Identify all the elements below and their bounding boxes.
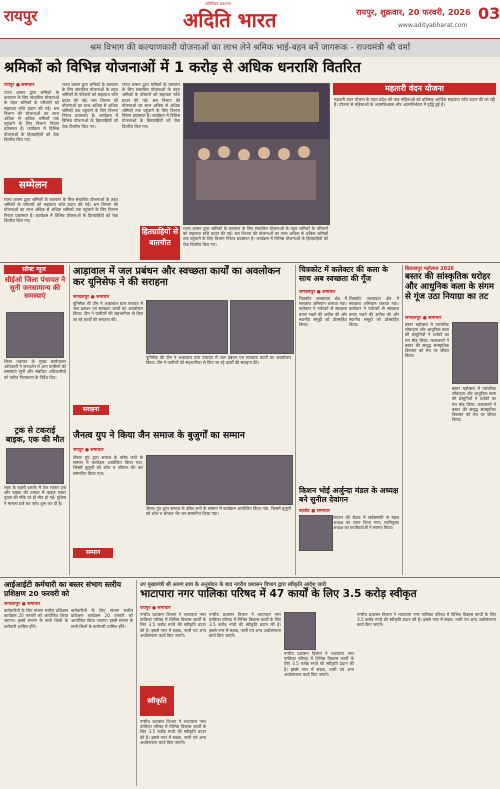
iti-body-col1: कर्मचारियों के लिए संभाग स्तरीय प्रशिक्षण कार्यक्रम 20 फरवरी को आयोजित किया जाएगा। इसमें संभाग के सभी जिलों के कर्मचारी शामिल होंगे। bbox=[4, 608, 68, 629]
section-divider bbox=[0, 262, 500, 263]
bastar-body-col1: बस्तर महोत्सव में पारंपरिक लोकनृत्य और आधुनिक कला की प्रस्तुतियों ने दर्शकों का मन मोह लिया। कलाकारों ने बस्तर की समृद्ध सांस्कृतिक विरासत को मंच पर जीवंत किया। bbox=[405, 322, 449, 359]
nagar-tag: स्वीकृति bbox=[140, 686, 174, 716]
chitrakoot-byline: जगदलपुर ● समाचार bbox=[299, 290, 336, 295]
nagar-photo[interactable] bbox=[284, 612, 316, 650]
lead-byline: रायपुर ● समाचार bbox=[4, 83, 35, 88]
aadhar-headline[interactable]: आड़ावाल में जल प्रबंधन और स्वच्छता कार्यों का अवलोकन कर यूनिसेफ ने की सराहना bbox=[73, 266, 281, 289]
lead-headline[interactable]: श्रमिकों को विभिन्न योजनाओं में 1 करोड़ से अधिक धनराशि वितरित bbox=[4, 60, 361, 76]
janjati-body-col2: जैनत्व युप द्वारा समाज के वरिष्ठ जनों के सम्मान में कार्यक्रम आयोजित किया गया, जिसमें बुजुर्गों को शॉल व श्रीफल भेंट कर सम्मानित किया गया। bbox=[146, 506, 291, 517]
nagar-headline[interactable]: भाटापारा नगर पालिका परिषद में 47 कार्यों के लिए 3.5 करोड़ स्वीकृत bbox=[140, 588, 417, 600]
iti-byline: जगदलपुर ● समाचार bbox=[4, 602, 41, 607]
website-link[interactable]: www.adityabharat.com bbox=[398, 22, 468, 29]
janjati-body-col1: जैनत्व युप द्वारा समाज के वरिष्ठ जनों के सम्मान में कार्यक्रम आयोजित किया गया, जिसमें बुजुर्गों को शॉल व श्रीफल भेंट कर सम्मानित किया गया। bbox=[73, 455, 143, 476]
bastar-body-col2: बस्तर महोत्सव में पारंपरिक लोकनृत्य और आधुनिक कला की प्रस्तुतियों ने दर्शकों का मन मोह लिया। कलाकारों ने बस्तर की समृद्ध सांस्कृतिक विरासत को मंच पर जीवंत किया। bbox=[452, 386, 496, 423]
aadhar-body-col2: यूनिसेफ की टीम ने आड़ावाल ग्राम पंचायत में जल प्रबंधन एवं स्वच्छता कार्यों का अवलोकन किया। टीम ने ग्रामीणों की सहभागिता से किए जा रहे कार्यों की सराहना की। bbox=[146, 355, 291, 366]
brief-body: जिला पंचायत के मुख्य कार्यपालन अधिकारी ने जनदर्शन में आए ग्रामीणों की समस्याएं सुनीं और संबंधित अधिकारियों को त्वरित निराकरण के निर्देश दिए। bbox=[4, 359, 66, 380]
logo-tagline: अतिरिक्त प्रकाशन bbox=[205, 1, 232, 6]
section-divider-2 bbox=[0, 577, 500, 578]
aadhar-photo-2[interactable] bbox=[230, 300, 294, 354]
janjati-photo[interactable] bbox=[146, 455, 293, 505]
city-name: रायपुर bbox=[4, 7, 38, 25]
sidebar-title[interactable]: महतारी वंदन योजना bbox=[333, 83, 496, 95]
brief-headline[interactable]: सीईओ जिला पंचायत ने सुनी जनसामान्य की समस्याएं bbox=[4, 276, 66, 301]
nagar-body-col2: नगरीय प्रशासन विभाग ने भाटापारा नगर पालिका परिषद में विभिन्न विकास कार्यों के लिए 3.5 करोड़ रुपये की स्वीकृति प्रदान की है। इससे नगर में सड़क, नाली एवं अन्य अधोसंरचना कार्य किए जाएंगे। bbox=[140, 719, 206, 745]
column-rule-2 bbox=[295, 265, 296, 575]
column-rule-4 bbox=[136, 580, 137, 786]
chitrakoot-headline[interactable]: चित्रकोट में कलेक्टर की कला के साथ अब स्वच्छता की गूँज bbox=[299, 265, 388, 283]
lead-body-col2: राज्य शासन द्वारा श्रमिकों के कल्याण के लिए संचालित योजनाओं के तहत श्रमिकों के परिवारों को सहायता राशि प्रदान की गई। श्रम विभाग की योजनाओं का लाभ अधिक से अधिक श्रमिकों तक पहुंचाने के लिए विभाग निरंतर प्रयासरत है। कार्यक्रम में विभिन्न योजनाओं के हितग्राहियों को चेक वितरित किए गए। bbox=[62, 82, 118, 129]
nagar-body-col4: नगरीय प्रशासन विभाग ने भाटापारा नगर पालिका परिषद में विभिन्न विकास कार्यों के लिए 3.5 करोड़ रुपये की स्वीकृति प्रदान की है। इससे नगर में सड़क, नाली एवं अन्य अधोसंरचना कार्य किए जाएंगे। bbox=[284, 651, 354, 677]
lead-body-col3: राज्य शासन द्वारा श्रमिकों के कल्याण के लिए संचालित योजनाओं के तहत श्रमिकों के परिवारों को सहायता राशि प्रदान की गई। श्रम विभाग की योजनाओं का लाभ अधिक से अधिक श्रमिकों तक पहुंचाने के लिए विभाग निरंतर प्रयासरत है। कार्यक्रम में विभिन्न योजनाओं के हितग्राहियों को चेक वितरित किए गए। bbox=[122, 82, 180, 129]
truck-body: शहर के बाहरी इलाके में तेज रफ्तार ट्रक और बाइक की टक्कर में बाइक सवार युवक की मौके पर ही मौत हो गई। पुलिस ने मामला दर्ज कर जांच शुरू कर दी है। bbox=[4, 485, 66, 506]
page-number: 03 bbox=[478, 4, 500, 23]
nagar-body-col1: नगरीय प्रशासन विभाग ने भाटापारा नगर पालिका परिषद में विभिन्न विकास कार्यों के लिए 3.5 करोड़ रुपये की स्वीकृति प्रदान की है। इससे नगर में सड़क, नाली एवं अन्य अधोसंरचना कार्य किए जाएंगे। bbox=[140, 612, 206, 638]
truck-headline[interactable]: ट्रक से टकराई बाइक, एक की मौत bbox=[5, 426, 65, 445]
lead-photo-image bbox=[184, 84, 329, 224]
nagar-byline: रायपुर ● समाचार bbox=[140, 606, 171, 611]
brief-section-title: सॉफ्ट न्यूज bbox=[4, 265, 64, 274]
kishan-photo[interactable] bbox=[299, 515, 333, 551]
lead-photo-text: राज्य शासन द्वारा श्रमिकों के कल्याण के लिए संचालित योजनाओं के तहत श्रमिकों के परिवारों को सहायता राशि प्रदान की गई। श्रम विभाग की योजनाओं का लाभ अधिक से अधिक श्रमिकों तक पहुंचाने के लिए विभाग निरंतर प्रयासरत है। कार्यक्रम में विभिन्न योजनाओं के हितग्राहियों को चेक वितरित किए गए। bbox=[183, 226, 328, 247]
sidebar-body: महतारी वंदन योजना के तहत प्रदेश की पात्र महिलाओं को प्रतिमाह आर्थिक सहायता राशि प्रदान की जा रही है। योजना से महिलाओं के आत्मविश्वास और आत्मनिर्भरता में वृद्धि हुई है। bbox=[334, 97, 495, 108]
bastar-headline[interactable]: बस्तर की सांस्कृतिक धरोहर और आधुनिक कला के संगम से गूंज उठा नियाग्रा का तट bbox=[405, 272, 494, 302]
janjati-headline[interactable]: जैनत्व युप ने किया जैन समाज के बुजुर्गों का सम्मान bbox=[73, 430, 245, 441]
lead-kicker: श्रम विभाग की कल्याणकारी योजनाओं का लाभ लेने श्रमिक भाई-बहन बनें जागरूक - राज्यमंत्री श्री वर्मा bbox=[89, 43, 411, 53]
chitrakoot-body-col2: चित्रकोट जलप्रपात क्षेत्र में स्वच्छता अभियान चलाया गया। कलेक्टर ने पर्यटकों से स्वच्छता बनाए रखने की अपील की और स्थानीय समूहों को प्रोत्साहित किया। bbox=[349, 296, 399, 328]
dateline: रायपुर, शुक्रवार, 20 फरवरी, 2026 bbox=[356, 7, 471, 17]
janjati-tag: सम्मान bbox=[73, 548, 113, 558]
chitrakoot-body-col1: चित्रकोट जलप्रपात क्षेत्र में स्वच्छता अभियान चलाया गया। कलेक्टर ने पर्यटकों से स्वच्छता बनाए रखने की अपील की और स्थानीय समूहों को प्रोत्साहित किया। bbox=[299, 296, 347, 328]
nagar-kicker: उप मुख्यमंत्री श्री अरुण साव के अनुमोदन के बाद नगरीय प्रशासन विभाग द्वारा स्वीकृति आदेश जारी bbox=[140, 582, 327, 588]
bastar-kicker: बिलासपुर महोत्सव 2026 bbox=[405, 266, 455, 272]
masthead bbox=[0, 0, 500, 40]
lead-kicker-bar bbox=[0, 39, 500, 57]
iti-body-col2: कर्मचारियों के लिए संभाग स्तरीय प्रशिक्षण कार्यक्रम 20 फरवरी को आयोजित किया जाएगा। इसमें संभाग के सभी जिलों के कर्मचारी शामिल होंगे। bbox=[71, 608, 133, 629]
kishan-headline[interactable]: किशन भोई अर्जुन्दा मंडल के अध्यक्ष बने सुनील देवांगन bbox=[299, 486, 399, 504]
nagar-body-col5: नगरीय प्रशासन विभाग ने भाटापारा नगर पालिका परिषद में विभिन्न विकास कार्यों के लिए 3.5 करोड़ रुपये की स्वीकृति प्रदान की है। इससे नगर में सड़क, नाली एवं अन्य अधोसंरचना कार्य किए जाएंगे। bbox=[357, 612, 496, 628]
aadhar-tag: सराहना bbox=[73, 405, 109, 415]
janjati-byline: रायपुर ● समाचार bbox=[73, 448, 104, 453]
kishan-body: संगठन की बैठक में सर्वसम्मति से मंडल अध्यक्ष का चयन किया गया। नवनियुक्त अध्यक्ष का कार्यकर्ताओं ने स्वागत किया। bbox=[333, 515, 399, 531]
aadhar-body-col1: यूनिसेफ की टीम ने आड़ावाल ग्राम पंचायत में जल प्रबंधन एवं स्वच्छता कार्यों का अवलोकन किया। टीम ने ग्रामीणों की सहभागिता से किए जा रहे कार्यों की सराहना की। bbox=[73, 301, 143, 322]
kishan-byline: बालोद ● समाचार bbox=[299, 509, 330, 514]
nagar-body-col3: नगरीय प्रशासन विभाग ने भाटापारा नगर पालिका परिषद में विभिन्न विकास कार्यों के लिए 3.5 करोड़ रुपये की स्वीकृति प्रदान की है। इससे नगर में सड़क, नाली एवं अन्य अधोसंरचना कार्य किए जाएंगे। bbox=[209, 612, 281, 638]
newspaper-logo[interactable] bbox=[183, 2, 301, 32]
truck-photo[interactable] bbox=[6, 448, 64, 484]
brief-photo[interactable] bbox=[6, 312, 64, 358]
logo-text: अदिति भारत bbox=[183, 8, 277, 32]
iti-headline[interactable]: आईआईटी कर्मचारी का बस्तर संभाग स्तरीय प्रशिक्षण 20 फरवरी को bbox=[4, 580, 122, 598]
column-rule bbox=[69, 265, 70, 575]
lead-photo[interactable] bbox=[183, 83, 330, 225]
lead-pull-quote: सम्मेलन bbox=[4, 178, 62, 194]
lead-body-col4: राज्य शासन द्वारा श्रमिकों के कल्याण के लिए संचालित योजनाओं के तहत श्रमिकों के परिवारों को सहायता राशि प्रदान की गई। श्रम विभाग की योजनाओं का लाभ अधिक से अधिक श्रमिकों तक पहुंचाने के लिए विभाग निरंतर प्रयासरत है। कार्यक्रम में विभिन्न योजनाओं के हितग्राहियों को चेक वितरित किए गए। bbox=[4, 197, 118, 223]
column-rule-3 bbox=[402, 265, 403, 575]
aadhar-photo[interactable] bbox=[146, 300, 228, 354]
lead-photo-caption: हितग्राहियों से बातचीत bbox=[140, 226, 180, 260]
bastar-photo[interactable] bbox=[452, 322, 498, 384]
aadhar-byline: जगदलपुर ● समाचार bbox=[73, 295, 110, 300]
bastar-byline: जगदलपुर ● समाचार bbox=[405, 316, 442, 321]
lead-body-col1: राज्य शासन द्वारा श्रमिकों के कल्याण के लिए संचालित योजनाओं के तहत श्रमिकों के परिवारों को सहायता राशि प्रदान की गई। श्रम विभाग की योजनाओं का लाभ अधिक से अधिक श्रमिकों तक पहुंचाने के लिए विभाग निरंतर प्रयासरत है। कार्यक्रम में विभिन्न योजनाओं के हितग्राहियों को चेक वितरित किए गए। bbox=[4, 90, 59, 142]
